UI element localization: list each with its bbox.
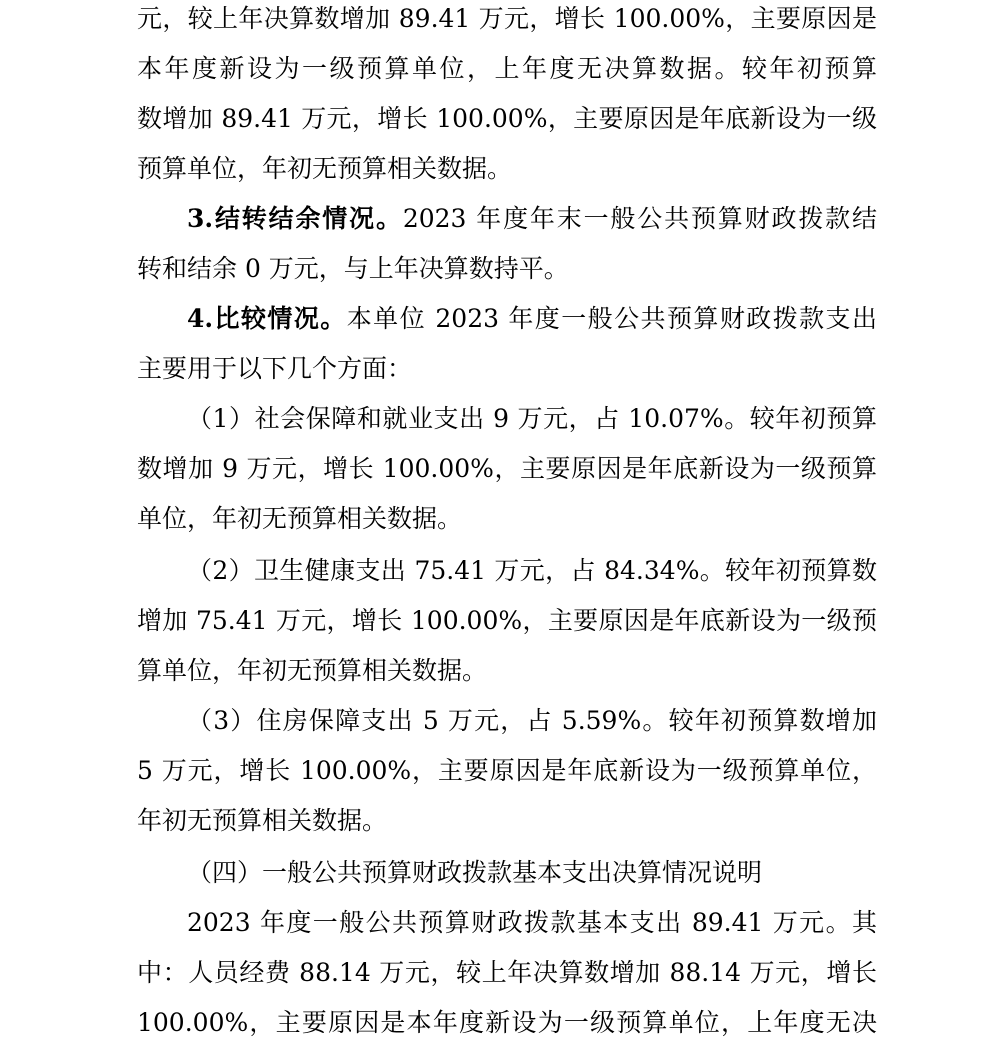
section-3-line — [187, 202, 877, 236]
text-line: 100.00%，主要原因是本年度新设为一级预算单位，上年度无决 — [137, 1008, 877, 1037]
section-4-text: 本单位 2023 年度一般公共预算财政拨款支出 — [346, 304, 877, 333]
text-line: 数增加 9 万元，增长 100.00%，主要原因是年底新设为一级预算 — [137, 454, 877, 483]
text-line: 年初无预算相关数据。 — [137, 806, 388, 835]
text-line: 元，较上年决算数增加 89.41 万元，增长 100.00%，主要原因是 — [137, 4, 877, 33]
section-3-heading: 3.结转结余情况。 — [187, 204, 403, 233]
text-line: 主要用于以下几个方面： — [137, 354, 413, 383]
text-line: 2023 年度一般公共预算财政拨款基本支出 89.41 万元。其 — [187, 908, 877, 937]
section-heading: （四）一般公共预算财政拨款基本支出决算情况说明 — [187, 858, 763, 887]
text-line: （2）卫生健康支出 75.41 万元，占 84.34%。较年初预算数 — [187, 556, 877, 585]
section-4-heading: 4.比较情况。 — [187, 304, 347, 333]
text-line: 中：人员经费 88.14 万元，较上年决算数增加 88.14 万元，增长 — [137, 958, 877, 987]
text-line: 5 万元，增长 100.00%，主要原因是年底新设为一级预算单位， — [137, 756, 877, 785]
text-line: 单位，年初无预算相关数据。 — [137, 504, 463, 533]
section-3-text: 2023 年度年末一般公共预算财政拨款结 — [402, 204, 877, 233]
text-line: 增加 75.41 万元，增长 100.00%，主要原因是年底新设为一级预 — [137, 606, 877, 635]
text-line: 转和结余 0 万元，与上年决算数持平。 — [137, 254, 569, 283]
text-line: （3）住房保障支出 5 万元，占 5.59%。较年初预算数增加 — [187, 706, 877, 735]
section-4-line — [187, 302, 877, 336]
text-line: 算单位，年初无预算相关数据。 — [137, 656, 488, 685]
text-line: 预算单位，年初无预算相关数据。 — [137, 154, 513, 183]
text-line: 本年度新设为一级预算单位，上年度无决算数据。较年初预算 — [137, 54, 877, 83]
text-line: 数增加 89.41 万元，增长 100.00%，主要原因是年底新设为一级 — [137, 104, 877, 133]
text-line: （1）社会保障和就业支出 9 万元，占 10.07%。较年初预算 — [187, 404, 877, 433]
